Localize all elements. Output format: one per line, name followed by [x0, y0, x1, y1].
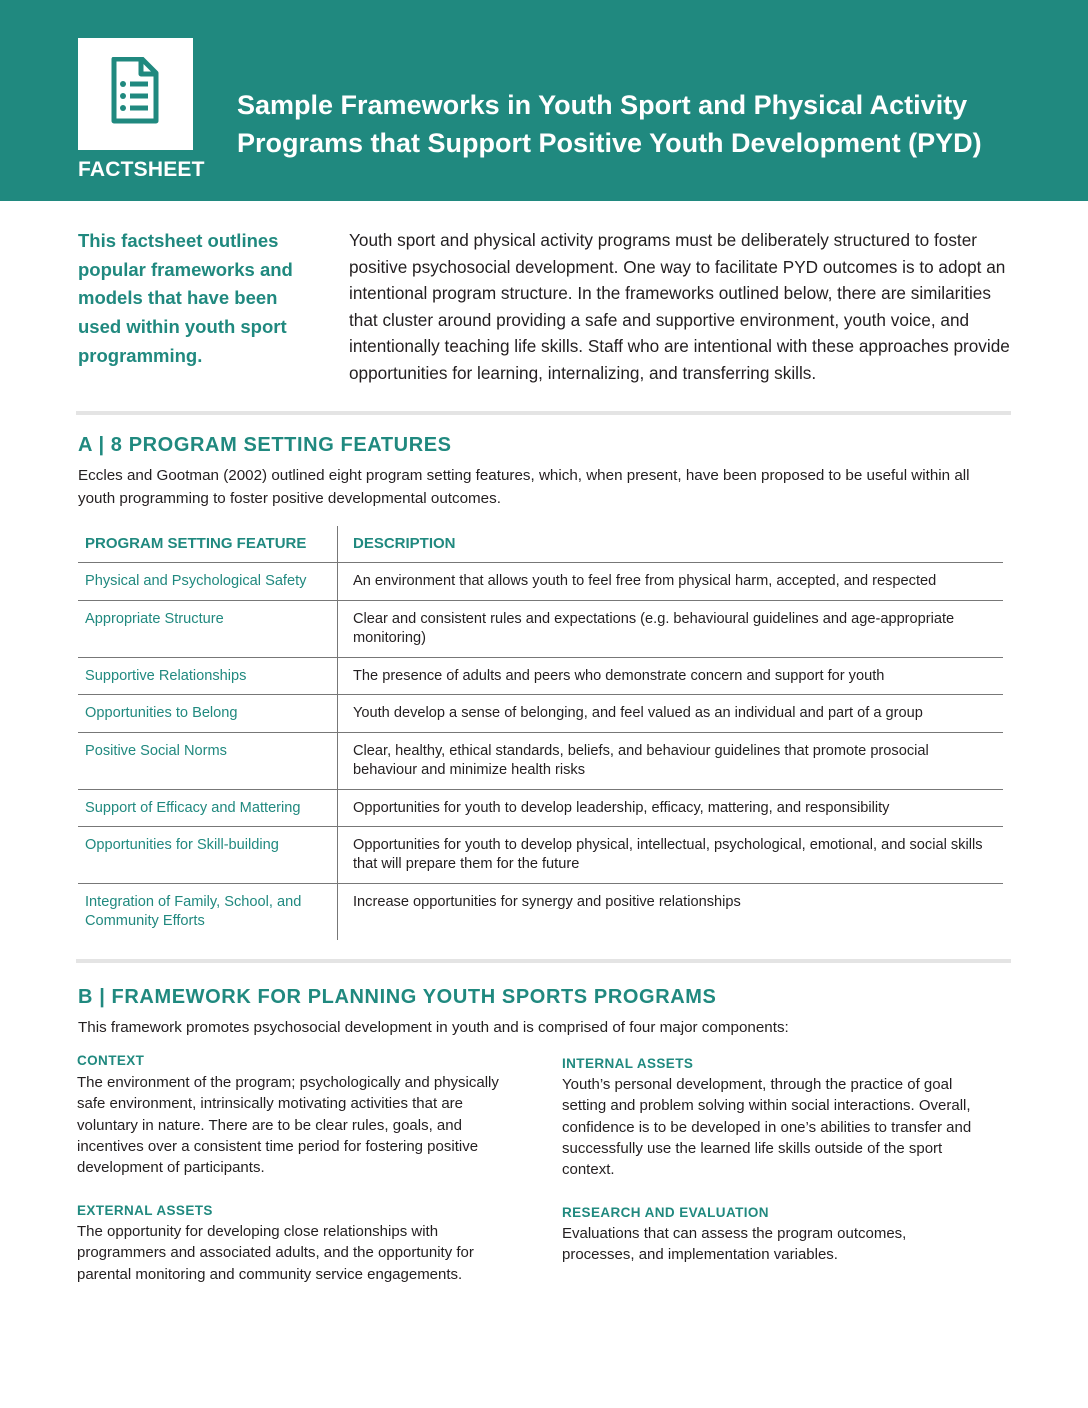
factsheet-logo — [78, 38, 193, 150]
description-cell: Youth develop a sense of belonging, and feel valued as an individual and part of a group — [338, 694, 1004, 732]
section-a-heading: A | 8 PROGRAM SETTING FEATURES — [78, 434, 452, 456]
table-row — [78, 694, 1003, 732]
description-cell: Increase opportunities for synergy and positive relationships — [338, 883, 1004, 940]
section-b-heading: B | FRAMEWORK FOR PLANNING YOUTH SPORTS PROGRAMS — [78, 986, 717, 1008]
table-header-row — [78, 526, 1003, 562]
section-a-description: Eccles and Gootman (2002) outlined eight program setting features, which, when present, have been proposed to be useful within all youth programming to foster positive developmental outcomes. — [78, 467, 970, 507]
table-row — [78, 883, 1003, 940]
component-title-research-evaluation: RESEARCH AND EVALUATION — [562, 1205, 769, 1220]
intro-body: Youth sport and physical activity programs must be deliberately structured to foster positive psychosocial development. One way to facilitate PYD outcomes is to adopt an intentional program structure. In the frameworks outlined below, there are similarities that cluster around providing a safe and supportive environment, youth voice, and intentionally teaching life skills. Staff who are intentional with these approaches provide opportunities for learning, internalizing, and transferring skills. — [349, 230, 1010, 383]
feature-cell: Opportunities to Belong — [78, 694, 338, 732]
section-divider — [76, 959, 1011, 963]
column-header-description: DESCRIPTION — [338, 526, 1004, 562]
column-header-feature: PROGRAM SETTING FEATURE — [78, 526, 338, 562]
table-row — [78, 600, 1003, 657]
table-row — [78, 657, 1003, 694]
section-b-description: This framework promotes psychosocial development in youth and is comprised of four major components: — [78, 1019, 789, 1036]
description-cell: Clear and consistent rules and expectations (e.g. behavioural guidelines and age-appropriate monitoring) — [338, 600, 1004, 657]
feature-cell: Support of Efficacy and Mattering — [78, 789, 338, 826]
feature-cell: Physical and Psychological Safety — [78, 562, 338, 600]
header-banner — [0, 0, 1088, 201]
description-cell: Opportunities for youth to develop leadership, efficacy, mattering, and responsibility — [338, 789, 1004, 826]
feature-cell: Appropriate Structure — [78, 600, 338, 657]
component-text-context: The environment of the program; psychologically and physically safe environment, intrinsically motivating activities that are voluntary in nature. There are to be clear rules, goals, and incentives over a consistent time period for fostering positive development of participants. — [77, 1074, 499, 1177]
component-text-internal-assets: Youth’s personal development, through the practice of goal setting and problem solving within social interactions. Overall, confidence is to be developed in one’s abilities to transfer and successfully use the learned life skills outside of the sport context. — [562, 1076, 972, 1179]
page-title-line-1: Sample Frameworks in Youth Sport and Physical Activity — [237, 90, 968, 120]
table-row — [78, 732, 1003, 789]
page-title — [237, 86, 1037, 162]
program-features-table — [78, 526, 1003, 940]
description-cell: Opportunities for youth to develop physical, intellectual, psychological, emotional, and social skills that will prepare them for the future — [338, 826, 1004, 883]
section-divider — [76, 411, 1011, 415]
feature-cell: Supportive Relationships — [78, 657, 338, 694]
table-row — [78, 789, 1003, 826]
feature-cell: Integration of Family, School, and Community Efforts — [85, 893, 302, 929]
feature-cell: Positive Social Norms — [78, 732, 338, 789]
table-row — [78, 826, 1003, 883]
description-cell: An environment that allows youth to feel free from physical harm, accepted, and respected — [338, 562, 1004, 600]
component-title-context: CONTEXT — [77, 1053, 145, 1068]
intro-lead: This factsheet outlines popular frameworks and models that have been used within youth sport programming. — [78, 230, 293, 366]
table-row — [78, 562, 1003, 600]
feature-cell: Opportunities for Skill-building — [78, 826, 338, 883]
component-text-research-evaluation: Evaluations that can assess the program outcomes, processes, and implementation variables. — [562, 1225, 907, 1264]
description-cell: The presence of adults and peers who demonstrate concern and support for youth — [338, 657, 1004, 694]
component-title-internal-assets: INTERNAL ASSETS — [562, 1056, 694, 1071]
component-title-external-assets: EXTERNAL ASSETS — [77, 1203, 213, 1218]
factsheet-label: FACTSHEET — [78, 158, 205, 181]
description-cell: Clear, healthy, ethical standards, beliefs, and behaviour guidelines that promote prosocial behaviour and minimize health risks — [338, 732, 1004, 789]
document-list-icon — [110, 57, 160, 125]
component-text-external-assets: The opportunity for developing close relationships with programmers and associated adults, and the opportunity for parental monitoring and community service engagements. — [77, 1223, 474, 1283]
page-title-line-2: Programs that Support Positive Youth Development (PYD) — [237, 128, 982, 158]
